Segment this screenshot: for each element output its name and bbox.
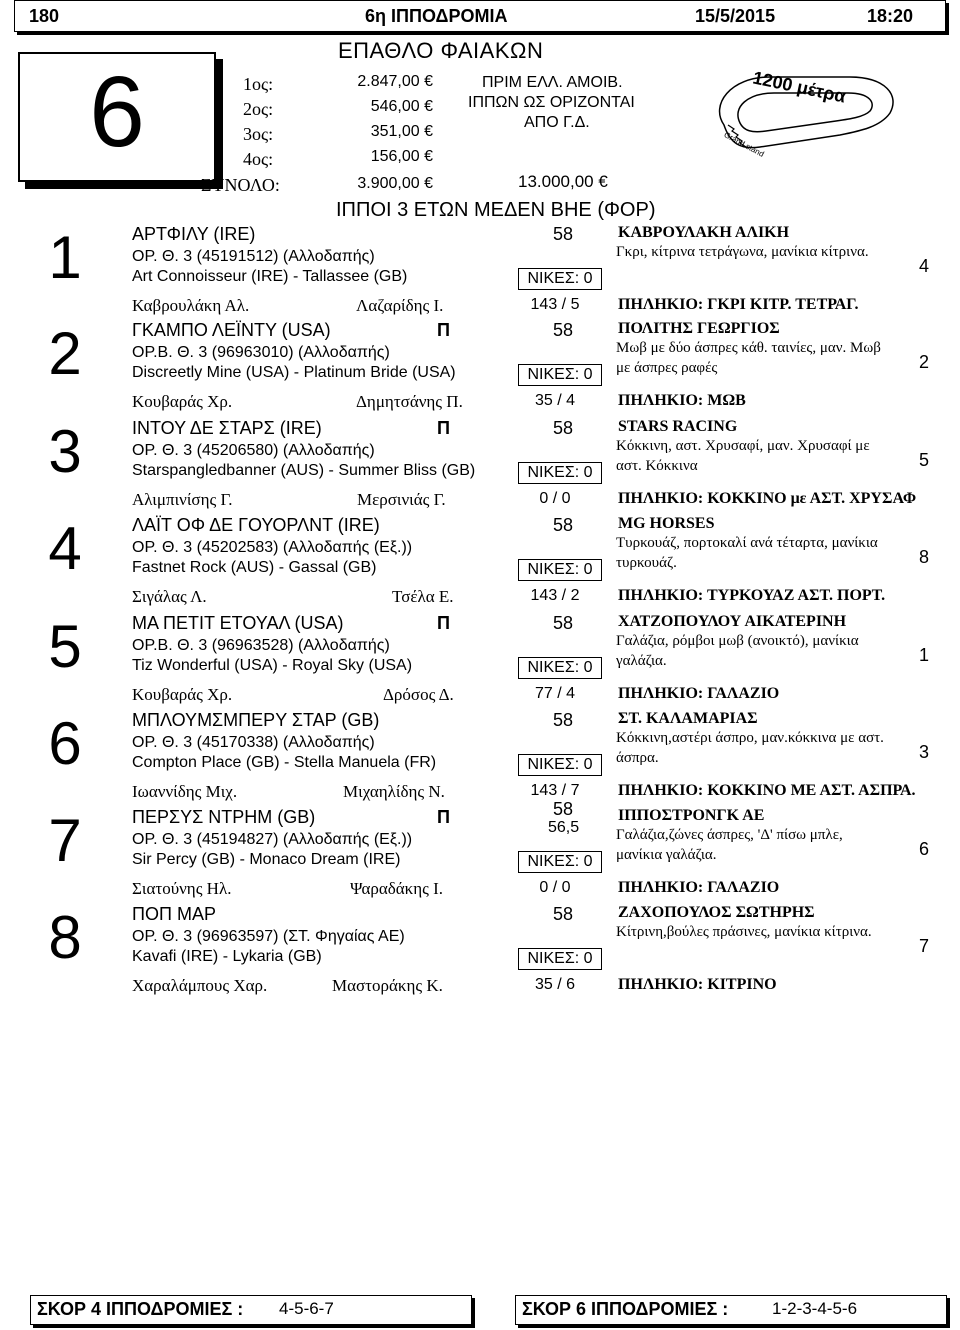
helmet: ΠΗΛΗΚΙΟ: ΚΙΤΡΙΝΟ xyxy=(618,976,777,993)
trainer: Λαζαρίδης Ι. xyxy=(356,296,444,315)
bonus-line: ΙΠΠΩΝ ΩΣ ΟΡΙΖΟΝΤΑΙ xyxy=(468,94,635,111)
track-distance: 1200 μέτρα xyxy=(751,67,848,107)
silks: Κόκκινη,αστέρι άσπρο, μαν.κόκκινα με αστ. άσπρα. xyxy=(616,730,884,766)
horse-info: ΟΡ.Β. Θ. 3 (96963010) (Αλλοδαπής) xyxy=(132,344,390,361)
runner-row xyxy=(0,418,960,515)
prize-total-label: ΣΥΝΟΛΟ: xyxy=(201,175,280,195)
prize-value: 546,00 € xyxy=(370,98,433,115)
helmet: ΠΗΛΗΚΙΟ: ΓΑΛΑΖΙΟ xyxy=(618,685,780,702)
trainer: Δημητσάνης Π. xyxy=(356,392,463,411)
pedigree: Tiz Wonderful (USA) - Royal Sky (USA) xyxy=(132,657,413,674)
runner-row xyxy=(0,799,960,904)
wins-box: ΝΙΚΕΣ: 0 xyxy=(518,462,602,484)
horse-name: ΠΟΠ ΜΑΡ xyxy=(132,904,217,924)
weight: 58 xyxy=(552,613,574,633)
jockey: Ιωαννίδης Μιχ. xyxy=(132,782,238,801)
prize-value: 156,00 € xyxy=(370,148,433,165)
pedigree: Kavafi (IRE) - Lykaria (GB) xyxy=(132,948,322,965)
trainer: Μερσινιάς Γ. xyxy=(357,490,446,509)
rating: 0 / 0 xyxy=(539,490,571,507)
jockey: Σιγάλας Λ. xyxy=(132,587,207,606)
prize-label: 3ος: xyxy=(243,124,274,144)
prize-total-value: 3.900,00 € xyxy=(357,175,433,192)
page-number: 180 xyxy=(29,6,60,26)
horse-info: ΟΡ. Θ. 3 (45170338) (Αλλοδαπής) xyxy=(132,734,375,751)
silks: Γαλάζια,ζώνες άσπρες, 'Δ' πίσω μπλε, μανίκια γαλάζια. xyxy=(616,827,843,863)
prize-label: 2ος: xyxy=(243,99,274,119)
rating: 35 / 4 xyxy=(534,392,576,409)
jockey: Κουβαράς Χρ. xyxy=(132,392,233,411)
weight: 58 xyxy=(552,799,574,819)
runner-row xyxy=(0,613,960,710)
runner-number: 8 xyxy=(48,904,82,971)
score6-label: ΣΚΟΡ 6 ΙΠΠΟΔΡΟΜΙΕΣ : xyxy=(522,1299,729,1319)
runner-number: 6 xyxy=(48,710,82,777)
silks: Τυρκουάζ, πορτοκαλί ανά τέταρτα, μανίκια τυρκουάζ. xyxy=(616,535,878,571)
horse-name: ΓΚΑΜΠΟ ΛΕΪΝΤΥ (USA) xyxy=(132,320,331,340)
header-bar xyxy=(14,0,946,32)
gate-number: 8 xyxy=(918,547,929,567)
weight: 58 xyxy=(552,224,574,244)
wins-box: ΝΙΚΕΣ: 0 xyxy=(518,559,602,581)
grand-stand-label: Grand stand xyxy=(722,130,766,159)
helmet: ΠΗΛΗΚΙΟ: ΓΚΡΙ ΚΙΤΡ. ΤΕΤΡΑΓ. xyxy=(618,296,859,313)
horse-info: ΟΡ. Θ. 3 (45194827) (Αλλοδαπής (Εξ.)) xyxy=(132,831,413,848)
runner-number: 5 xyxy=(48,613,82,680)
weight: 58 xyxy=(552,904,574,924)
silks: Κόκκινη, αστ. Χρυσαφί, μαν. Χρυσαφί με αστ. Κόκκινα xyxy=(616,438,870,474)
pedigree: Art Connoisseur (IRE) - Tallassee (GB) xyxy=(132,268,408,285)
jockey: Σιατούνης Ηλ. xyxy=(132,879,232,898)
horse-info: ΟΡ.Β. Θ. 3 (96963528) (Αλλοδαπής) xyxy=(132,637,390,654)
pedigree: Fastnet Rock (AUS) - Gassal (GB) xyxy=(132,559,377,576)
wins-box: ΝΙΚΕΣ: 0 xyxy=(518,364,602,386)
runner-number: 4 xyxy=(48,515,82,582)
silks: Κίτρινη,βούλες πράσινες, μανίκια κίτρινα. xyxy=(616,924,872,940)
rating: 143 / 2 xyxy=(530,587,580,604)
bonus-line: ΑΠΟ Γ.Δ. xyxy=(524,114,590,131)
gate-number: 7 xyxy=(918,936,929,956)
runner-row xyxy=(0,515,960,612)
owner: STARS RACING xyxy=(618,418,738,435)
track-diagram xyxy=(700,55,910,170)
gate-number: 5 xyxy=(918,450,929,470)
owner: ΖΑΧΟΠΟΥΛΟΣ ΣΩΤΗΡΗΣ xyxy=(618,904,815,921)
race-label: 6η ΙΠΠΟΔΡΟΜΙΑ xyxy=(365,6,508,26)
helmet: ΠΗΛΗΚΙΟ: ΚΟΚΚΙΝΟ ΜΕ ΑΣΤ. ΑΣΠΡΑ. xyxy=(618,782,916,799)
pedigree: Starspangledbanner (AUS) - Summer Bliss (GB) xyxy=(132,462,476,479)
gate-number: 1 xyxy=(918,645,929,665)
runner-number: 1 xyxy=(48,224,82,291)
runner-row xyxy=(0,904,960,1001)
pedigree: Discreetly Mine (USA) - Platinum Bride (USA) xyxy=(132,364,456,381)
race-time: 18:20 xyxy=(867,6,914,26)
horse-name: ΙΝΤΟΥ ΔΕ ΣΤΑΡΣ (IRE) xyxy=(132,418,322,438)
p-marker: Π xyxy=(437,613,450,633)
score4-box xyxy=(30,1295,472,1325)
horse-info: ΟΡ. Θ. 3 (45191512) (Αλλοδαπής) xyxy=(132,248,375,265)
pedigree: Sir Percy (GB) - Monaco Dream (IRE) xyxy=(132,851,401,868)
race-title: ΕΠΑΘΛΟ ΦΑΙΑΚΩΝ xyxy=(338,38,544,63)
jockey: Αλιμπινίσης Γ. xyxy=(132,490,233,509)
p-marker: Π xyxy=(437,418,450,438)
prize-value: 351,00 € xyxy=(370,123,433,140)
prize-value: 2.847,00 € xyxy=(357,73,433,90)
owner: ΣΤ. ΚΑΛΑΜΑΡΙΑΣ xyxy=(618,710,758,727)
owner: MG HORSES xyxy=(618,515,715,532)
weight: 58 xyxy=(552,418,574,438)
score6-box xyxy=(515,1295,947,1325)
bonus-line: ΠΡΙΜ ΕΛΛ. ΑΜΟΙΒ. xyxy=(482,74,623,91)
rating: 143 / 7 xyxy=(530,782,580,799)
wins-box: ΝΙΚΕΣ: 0 xyxy=(518,657,602,679)
rating: 77 / 4 xyxy=(534,685,576,702)
runner-row xyxy=(0,320,960,417)
horse-info: ΟΡ. Θ. 3 (96963597) (ΣΤ. Φηγαίας ΑΕ) xyxy=(132,928,405,945)
horse-info: ΟΡ. Θ. 3 (45202583) (Αλλοδαπής (Εξ.)) xyxy=(132,539,413,556)
runner-number: 3 xyxy=(48,418,82,485)
race-number: 6 xyxy=(89,56,145,168)
silks: Γκρι, κίτρινα τετράγωνα, μανίκια κίτρινα. xyxy=(616,244,869,260)
weight: 58 xyxy=(552,710,574,730)
wins-box: ΝΙΚΕΣ: 0 xyxy=(518,754,602,776)
trainer: Δρόσος Δ. xyxy=(383,685,454,704)
wins-box: ΝΙΚΕΣ: 0 xyxy=(518,851,602,873)
gate-number: 3 xyxy=(918,742,929,762)
runner-number: 7 xyxy=(48,807,82,874)
trainer: Τσέλα Ε. xyxy=(392,587,454,606)
score6-value: 1-2-3-4-5-6 xyxy=(772,1299,858,1318)
race-date: 15/5/2015 xyxy=(695,6,776,26)
runner-row xyxy=(0,710,960,807)
bonus-total: 13.000,00 € xyxy=(518,172,608,191)
trainer: Ψαραδάκης Ι. xyxy=(350,879,444,898)
helmet: ΠΗΛΗΚΙΟ: ΓΑΛΑΖΙΟ xyxy=(618,879,780,896)
score4-label: ΣΚΟΡ 4 ΙΠΠΟΔΡΟΜΙΕΣ : xyxy=(37,1299,244,1319)
horse-info: ΟΡ. Θ. 3 (45206580) (Αλλοδαπής) xyxy=(132,442,375,459)
prize-label: 4ος: xyxy=(243,149,274,169)
pedigree: Compton Place (GB) - Stella Manuela (FR) xyxy=(132,754,437,771)
horse-name: ΜΠΛΟΥΜΣΜΠΕΡΥ ΣΤΑΡ (GB) xyxy=(132,710,380,730)
gate-number: 4 xyxy=(918,256,929,276)
gate-number: 2 xyxy=(918,352,929,372)
helmet: ΠΗΛΗΚΙΟ: ΜΩΒ xyxy=(618,392,746,409)
horse-name: ΠΕΡΣΥΣ ΝΤΡΗΜ (GB) xyxy=(132,807,316,827)
race-conditions: ΙΠΠΟΙ 3 ΕΤΩΝ ΜΕΔΕΝ ΒΗΕ (ΦΟΡ) xyxy=(336,199,656,221)
weight-alt: 56,5 xyxy=(548,819,580,836)
trainer: Μιχαηλίδης Ν. xyxy=(343,782,445,801)
horse-name: ΜΑ ΠΕΤΙΤ ΕΤΟΥΑΛ (USA) xyxy=(132,613,344,633)
runner-number: 2 xyxy=(48,320,82,387)
p-marker: Π xyxy=(437,807,450,827)
rating: 143 / 5 xyxy=(530,296,580,313)
runner-row xyxy=(0,224,960,321)
horse-name: ΛΑΪΤ ΟΦ ΔΕ ΓΟΥΟΡΛΝΤ (IRE) xyxy=(132,515,380,535)
helmet: ΠΗΛΗΚΙΟ: ΚΟΚΚΙΝΟ με ΑΣΤ. ΧΡΥΣΑΦ xyxy=(618,490,917,507)
jockey: Καβρουλάκη Αλ. xyxy=(132,296,250,315)
rating: 35 / 6 xyxy=(534,976,576,993)
helmet: ΠΗΛΗΚΙΟ: ΤΥΡΚΟΥΑΖ ΑΣΤ. ΠΟΡΤ. xyxy=(618,587,886,604)
owner: ΚΑΒΡΟΥΛΑΚΗ ΑΛΙΚΗ xyxy=(618,224,790,241)
rating: 0 / 0 xyxy=(539,879,571,896)
silks: Μωβ με δύο άσπρες κάθ. ταινίες, μαν. Μωβ με άσπρες ραφές xyxy=(616,340,881,376)
horse-name: ΑΡΤΦΙΛΥ (IRE) xyxy=(132,224,256,244)
owner: ΙΠΠΟΣΤΡΟΝΓΚ ΑΕ xyxy=(618,807,765,824)
wins-box: ΝΙΚΕΣ: 0 xyxy=(518,948,602,970)
jockey: Χαραλάμπους Χαρ. xyxy=(132,976,268,995)
gate-number: 6 xyxy=(918,839,929,859)
wins-box: ΝΙΚΕΣ: 0 xyxy=(518,268,602,290)
race-number-box xyxy=(18,52,216,182)
silks: Γαλάζια, ρόμβοι μωβ (ανοικτό), μανίκια γαλάζια. xyxy=(616,633,859,669)
owner: ΧΑΤΖΟΠΟΥΛΟΥ ΑΙΚΑΤΕΡΙΝΗ xyxy=(618,613,847,630)
weight: 58 xyxy=(552,320,574,340)
owner: ΠΟΛΙΤΗΣ ΓΕΩΡΓΙΟΣ xyxy=(618,320,780,337)
trainer: Μαστοράκης Κ. xyxy=(332,976,443,995)
jockey: Κουβαράς Χρ. xyxy=(132,685,233,704)
score4-value: 4-5-6-7 xyxy=(279,1299,334,1318)
weight: 58 xyxy=(552,515,574,535)
p-marker: Π xyxy=(437,320,450,340)
prize-label: 1ος: xyxy=(243,74,274,94)
